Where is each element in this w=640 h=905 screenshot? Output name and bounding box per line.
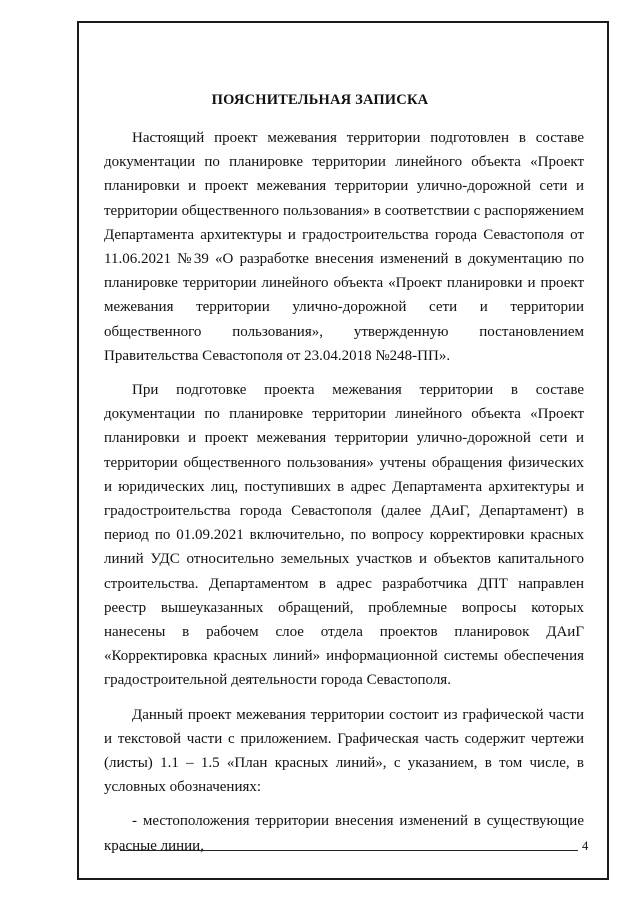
paragraph-3: Данный проект межевания территории состоит из графической части и текстовой части с приложением. Графическая часть содержит чертежи (листы) 1.1 – 1.5 «План красных линий», с указанием, в том числе, в условных обозначениях:	[104, 706, 584, 796]
paragraph-2: При подготовке проекта межевания территории в составе документации по планировке территории линейного объекта «Проект планировки и проект межевания территории улично-дорожной сети и территории общественного пользования» учтены обращения физических и юридических лиц, поступивших в адрес Департамента архитектуры и градостроительства города Севастополя (далее ДАиГ, Департамент) в период по 01.09.2021 включительно, по вопросу корректировки красных линий УДС относительно земельных участков и объектов капитального строительства. Департаментом в адрес разработчика ДПТ направлен реестр вышеуказанных обращений, проблемные вопросы которых нанесены в рабочем слое отдела проектов планировок ДАиГ «Корректировка красных линий» информационной системы обеспечения градостроительной деятельности города Севастополя.	[104, 382, 584, 689]
paragraph-1: Настоящий проект межевания территории подготовлен в составе документации по планировке территории линейного объекта «Проект планировки и проект межевания территории улично-дорожной сети и территории общественного пользования» в соответствии с распоряжением Департамента архитектуры и градостроительства города Севастополя от 11.06.2021 №39 «О разработке внесения изменений в документацию по планировке территории линейного объекта «Проект планировки и проект межевания территории улично-дорожной сети и территории общественного пользования», утвержденную постановлением Правительства Севастополя от 23.04.2018 №248-ПП».	[104, 130, 584, 364]
page-number: 4	[582, 839, 589, 853]
document-body	[104, 126, 584, 868]
footer-rule	[120, 850, 578, 851]
paragraph-4: - местоположения территории внесения изменений в существующие красные линии,	[104, 813, 584, 854]
document-title: ПОЯСНИТЕЛЬНАЯ ЗАПИСКА	[211, 92, 429, 108]
